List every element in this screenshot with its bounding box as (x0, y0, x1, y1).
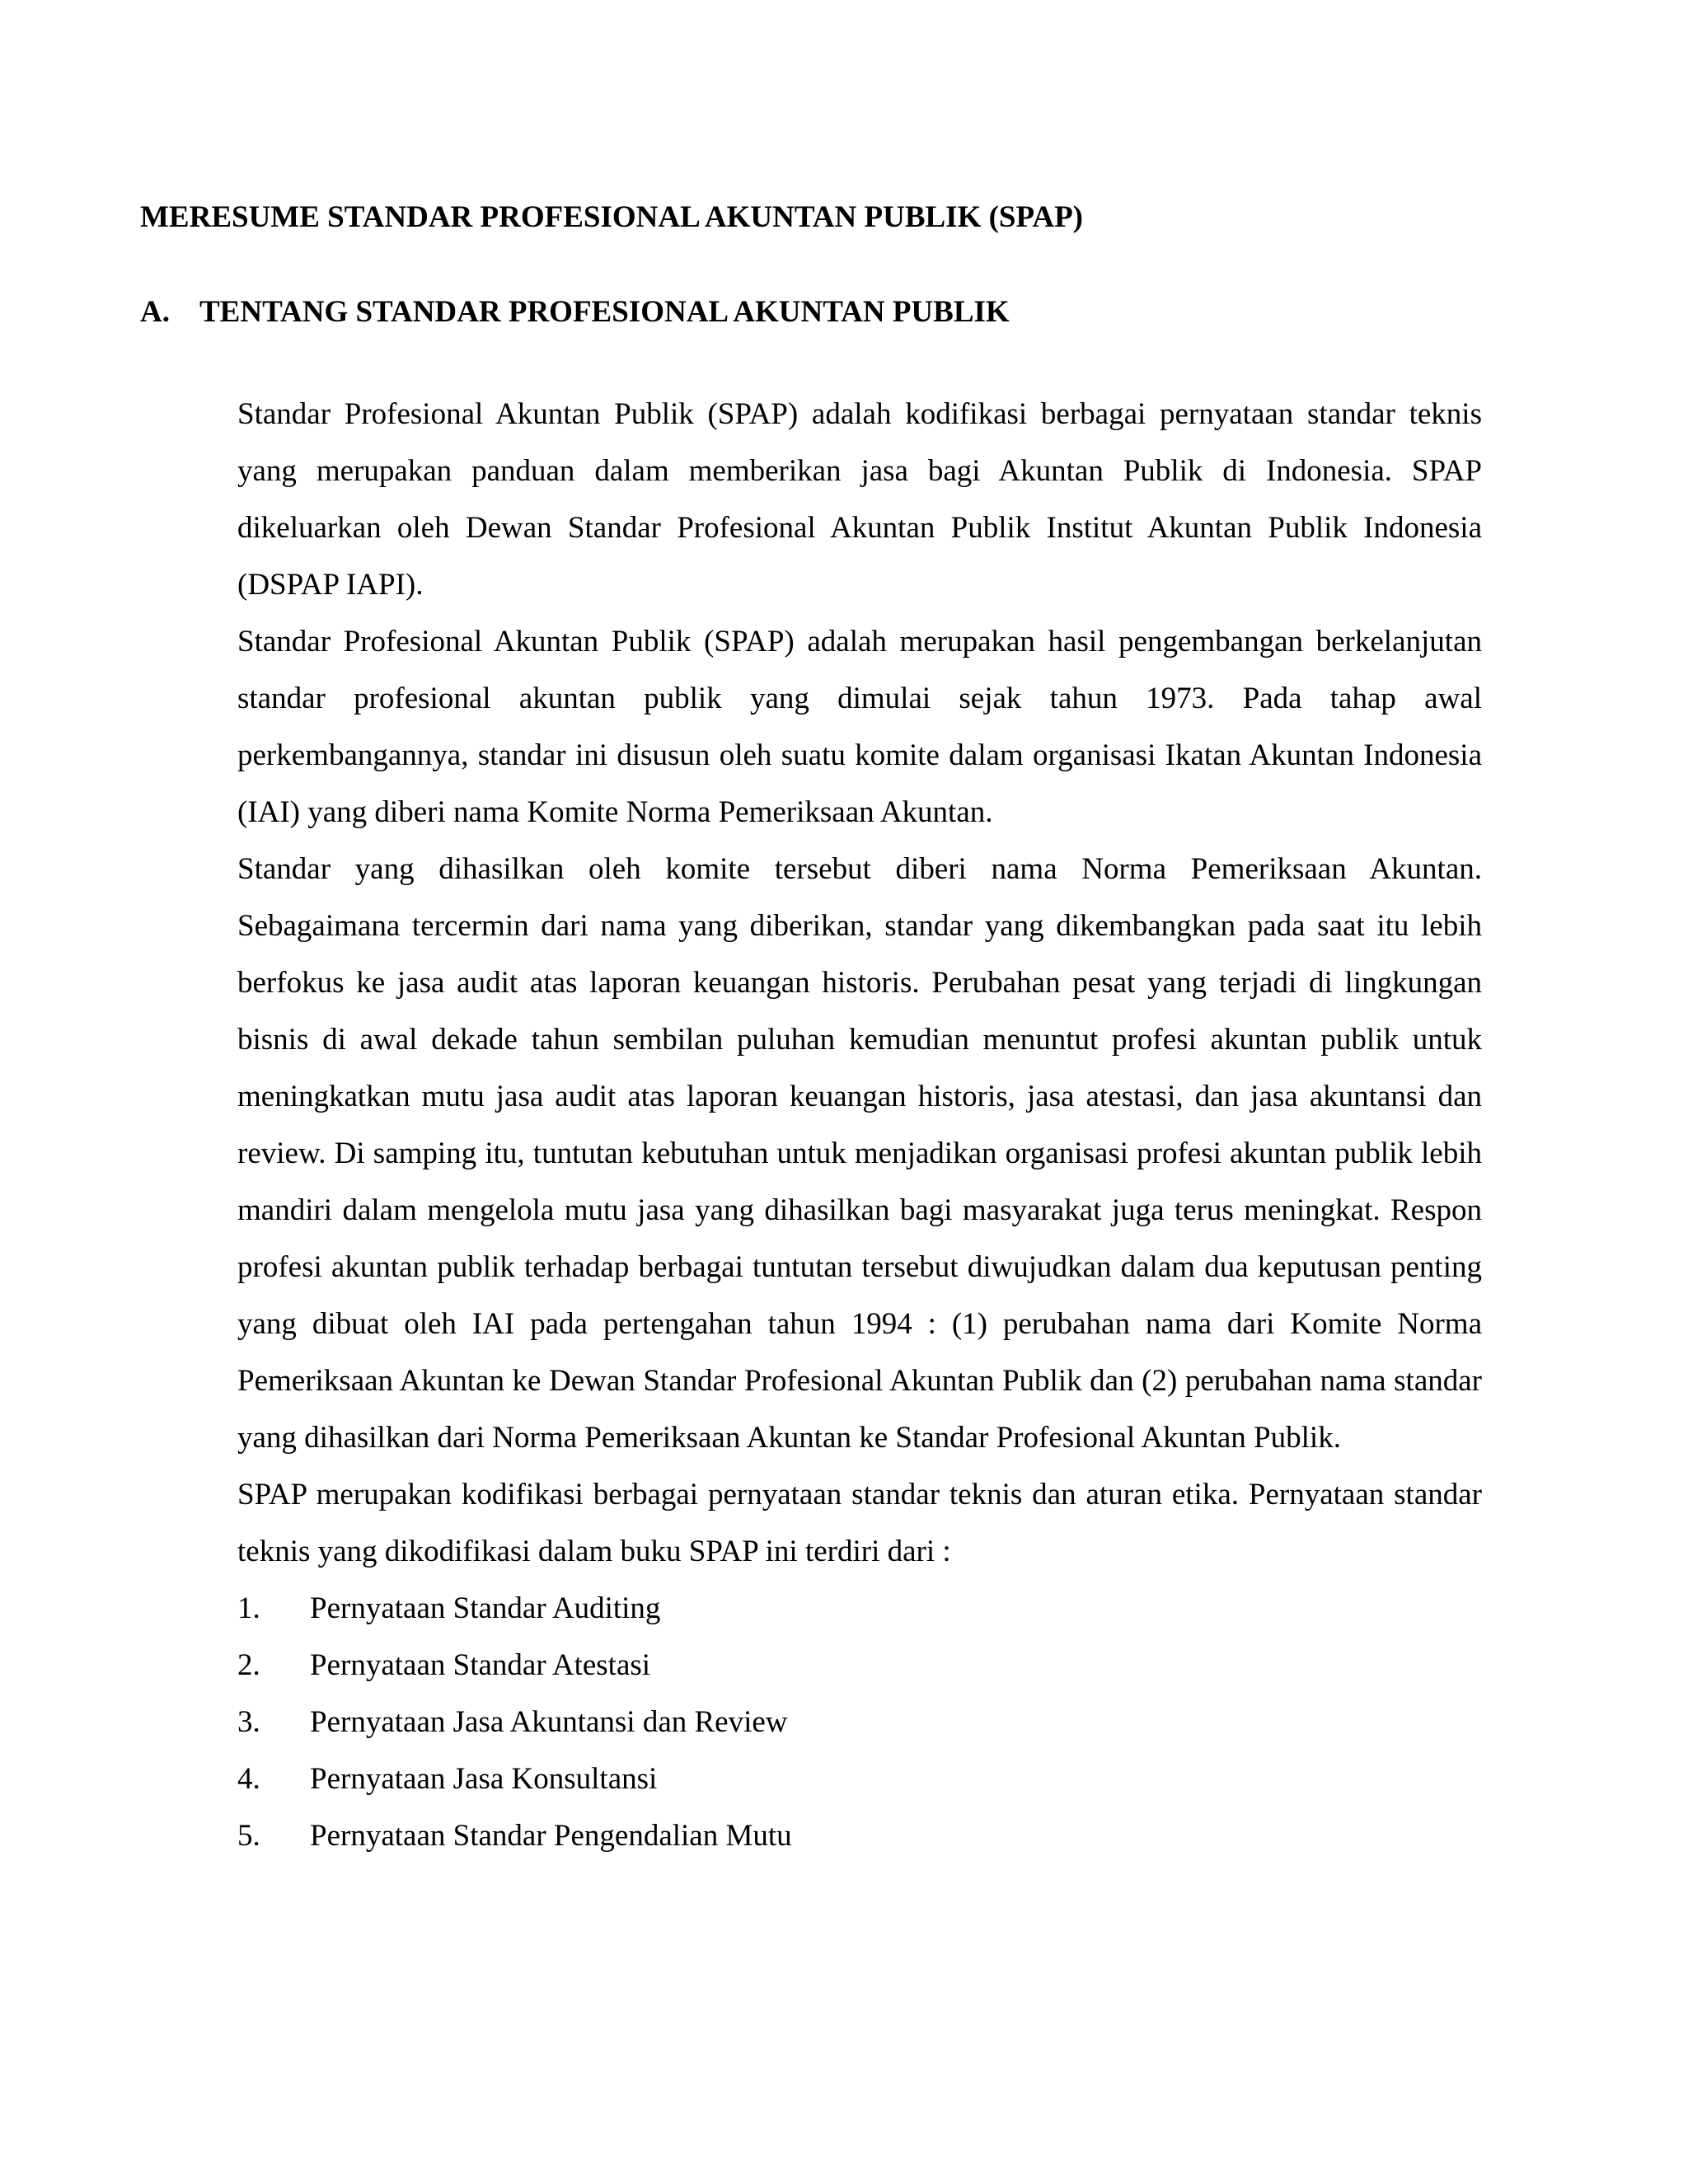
paragraph-2: Standar Profesional Akuntan Publik (SPAP) adalah merupakan hasil pengembangan berkelanjutan standar profesional akuntan publik yang dimulai sejak tahun 1973. Pada tahap awal perkembangannya, standar ini disusun oleh suatu komite dalam organisasi Ikatan Akuntan Indonesia (IAI) yang diberi nama Komite Norma Pemeriksaan Akuntan. (237, 625, 1482, 829)
list-item-number: 2. (237, 1648, 260, 1682)
list-item (237, 1580, 1482, 1637)
list-item-number: 4. (237, 1762, 260, 1796)
document-body (237, 386, 1482, 1864)
paragraph-3: Standar yang dihasilkan oleh komite tersebut diberi nama Norma Pemeriksaan Akuntan. Sebagaimana tercermin dari nama yang diberikan, standar yang dikembangkan pada saat itu lebih berfokus ke jasa audit atas laporan keuangan historis. Perubahan pesat yang terjadi di lingkungan bisnis di awal dekade tahun sembilan puluhan kemudian menuntut profesi akuntan publik untuk meningkatkan mutu jasa audit atas laporan keuangan historis, jasa atestasi, dan jasa akuntansi dan review. Di samping itu, tuntutan kebutuhan untuk menjadikan organisasi profesi akuntan publik lebih mandiri dalam mengelola mutu jasa yang dihasilkan bagi masyarakat juga terus meningkat. Respon profesi akuntan publik terhadap berbagai tuntutan tersebut diwujudkan dalam dua keputusan penting yang dibuat oleh IAI pada pertengahan tahun 1994 : (1) perubahan nama dari Komite Norma Pemeriksaan Akuntan ke Dewan Standar Profesional Akuntan Publik dan (2) perubahan nama standar yang dihasilkan dari Norma Pemeriksaan Akuntan ke Standar Profesional Akuntan Publik. (237, 852, 1482, 1455)
paragraph-1: Standar Profesional Akuntan Publik (SPAP) adalah kodifikasi berbagai pernyataan standar teknis yang merupakan panduan dalam memberikan jasa bagi Akuntan Publik di Indonesia. SPAP dikeluarkan oleh Dewan Standar Profesional Akuntan Publik Institut Akuntan Publik Indonesia (DSPAP IAPI). (237, 397, 1482, 602)
section-heading-text: TENTANG STANDAR PROFESIONAL AKUNTAN PUBLIK (199, 295, 1010, 329)
list-item-text: Pernyataan Jasa Akuntansi dan Review (310, 1705, 788, 1739)
list-item-number: 1. (237, 1591, 260, 1625)
standards-list (237, 1580, 1482, 1864)
list-item (237, 1807, 1482, 1864)
list-item (237, 1637, 1482, 1694)
section-letter: A. (140, 295, 170, 329)
list-item-text: Pernyataan Jasa Konsultansi (310, 1762, 658, 1796)
section-heading (140, 294, 1010, 330)
document-title: MERESUME STANDAR PROFESIONAL AKUNTAN PUBLIK (SPAP) (140, 200, 1084, 234)
list-item-number: 3. (237, 1705, 260, 1739)
list-item-number: 5. (237, 1819, 260, 1853)
list-item-text: Pernyataan Standar Atestasi (310, 1648, 651, 1682)
list-item-text: Pernyataan Standar Auditing (310, 1591, 661, 1625)
list-item-text: Pernyataan Standar Pengendalian Mutu (310, 1819, 792, 1853)
paragraph-4: SPAP merupakan kodifikasi berbagai pernyataan standar teknis dan aturan etika. Pernyataan standar teknis yang dikodifikasi dalam buku SPAP ini terdiri dari : (237, 1478, 1482, 1568)
list-item (237, 1750, 1482, 1807)
list-item (237, 1694, 1482, 1750)
